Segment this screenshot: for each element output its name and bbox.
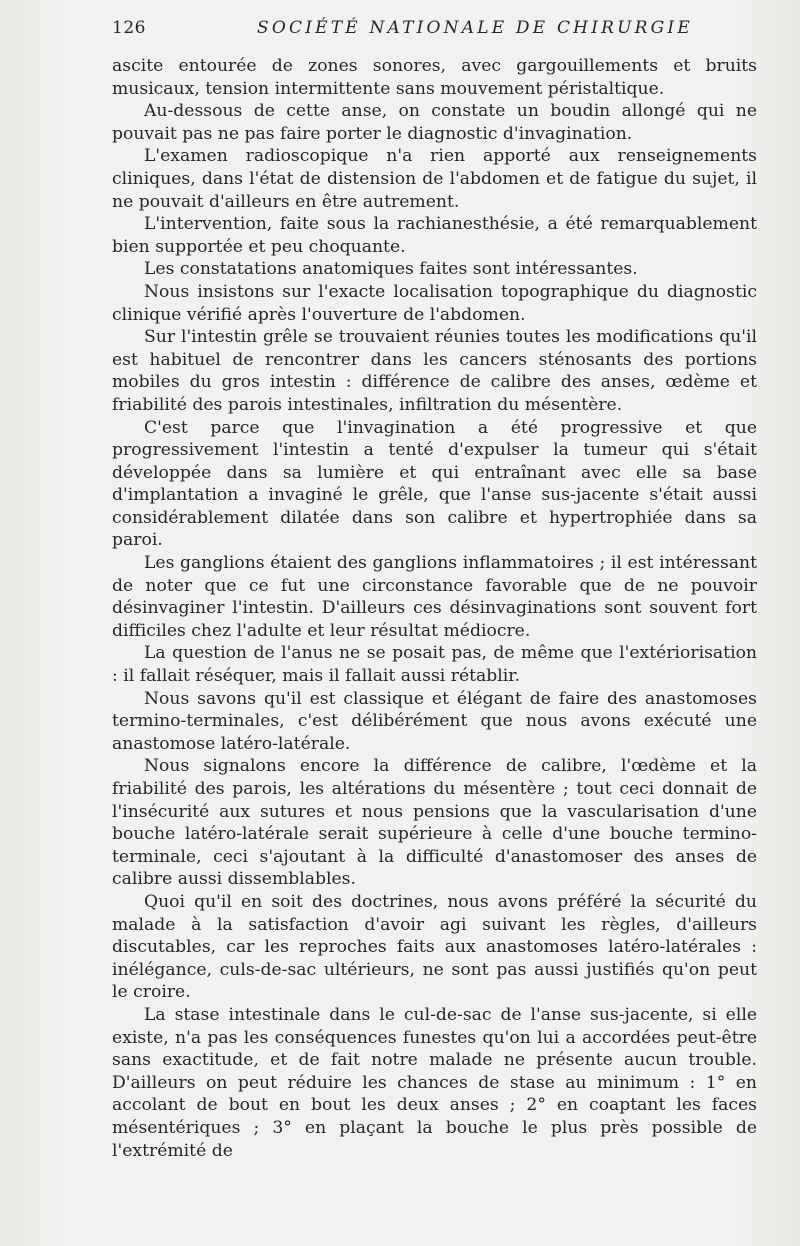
- paragraph-3: L'examen radioscopique n'a rien apporté aux renseignements cliniques, dans l'état de distension de l'abdomen et de fatigue du sujet, il ne pouvait d'ailleurs en être autrement.: [112, 146, 757, 212]
- paragraph-7: Sur l'intestin grêle se trouvaient réunies toutes les modifications qu'il est habituel de rencontrer dans les cancers sténosants des portions mobiles du gros intestin : différence de calibre des anses, œdème et friabilité des parois intestinales, infiltration du mésentère.: [112, 327, 757, 415]
- paragraph-6: Nous insistons sur l'exacte localisation topographique du diagnostic clinique vérifié après l'ouverture de l'abdomen.: [112, 281, 757, 325]
- paragraph-2: Au-dessous de cette anse, on constate un boudin allongé qui ne pouvait pas ne pas faire porter le diagnostic d'invagination.: [112, 101, 757, 144]
- paragraph-8: C'est parce que l'invagination a été progressive et que progressivement l'intestin a tenté d'expulser la tumeur qui s'était développée dans sa lumière et qui entraînant avec elle sa base d'implantation a invaginé le grêle, que l'anse sus-jacente s'était aussi considérablement dilatée dans son calibre et hypertrophiée dans sa paroi.: [112, 417, 757, 551]
- paragraph-1: ascite entourée de zones sonores, avec gargouillements et bruits musicaux, tension intermittente sans mouvement péristaltique.: [112, 56, 757, 99]
- paragraph-9: Les ganglions étaient des ganglions inflammatoires ; il est intéressant de noter que ce fut une circonstance favorable que de ne pouvoir désinvaginer l'intestin. D'ailleurs ces désinvaginations sont souvent fort difficiles chez l'adulte et leur résultat médiocre.: [112, 553, 757, 641]
- running-head: SOCIÉTÉ NATIONALE DE CHIRURGIE: [257, 18, 693, 38]
- page-header: [112, 14, 757, 46]
- paragraph-13: Quoi qu'il en soit des doctrines, nous avons préféré la sécurité du malade à la satisfaction d'avoir agi suivant les règles, d'ailleurs discutables, car les reproches faits aux anastomoses latéro-latérales : inélégance, culs-de-sac ultérieurs, ne sont pas aussi justifiés qu'on peut le croire.: [112, 891, 757, 1003]
- body-text: [112, 55, 757, 1162]
- paragraph-5: Les constatations anatomiques faites sont intéressantes.: [144, 259, 638, 280]
- paragraph-10: La question de l'anus ne se posait pas, de même que l'extériorisation : il fallait réséquer, mais il fallait aussi rétablir.: [112, 643, 757, 687]
- paragraph-4: L'intervention, faite sous la rachianesthésie, a été remarquablement bien supportée et peu choquante.: [112, 214, 757, 257]
- paragraph-12: Nous signalons encore la différence de calibre, l'œdème et la friabilité des parois, les altérations du mésentère ; tout ceci donnait de l'insécurité aux sutures et nous pensions que la vascularisation d'une bouche latéro-latérale serait supérieure à celle d'une bouche termino-terminale, ceci s'ajoutant à la difficulté d'anastomoser des anses de calibre aussi dissemblables.: [112, 756, 757, 890]
- page-number: 126: [112, 18, 146, 38]
- paragraph-14: La stase intestinale dans le cul-de-sac de l'anse sus-jacente, si elle existe, n'a pas les conséquences funestes qu'on lui a accordées peut-être sans exactitude, et de fait notre malade ne présente aucun trouble. D'ailleurs on peut réduire les chances de stase au minimum : 1° en accolant de bout en bout les deux anses ; 2° en coaptant les faces mésentériques ; 3° en plaçant la bouche le plus près possible de l'extrémité de: [112, 1004, 757, 1161]
- paragraph-11: Nous savons qu'il est classique et élégant de faire des anastomoses termino-terminales, c'est délibérément que nous avons exécuté une anastomose latéro-latérale.: [112, 688, 757, 754]
